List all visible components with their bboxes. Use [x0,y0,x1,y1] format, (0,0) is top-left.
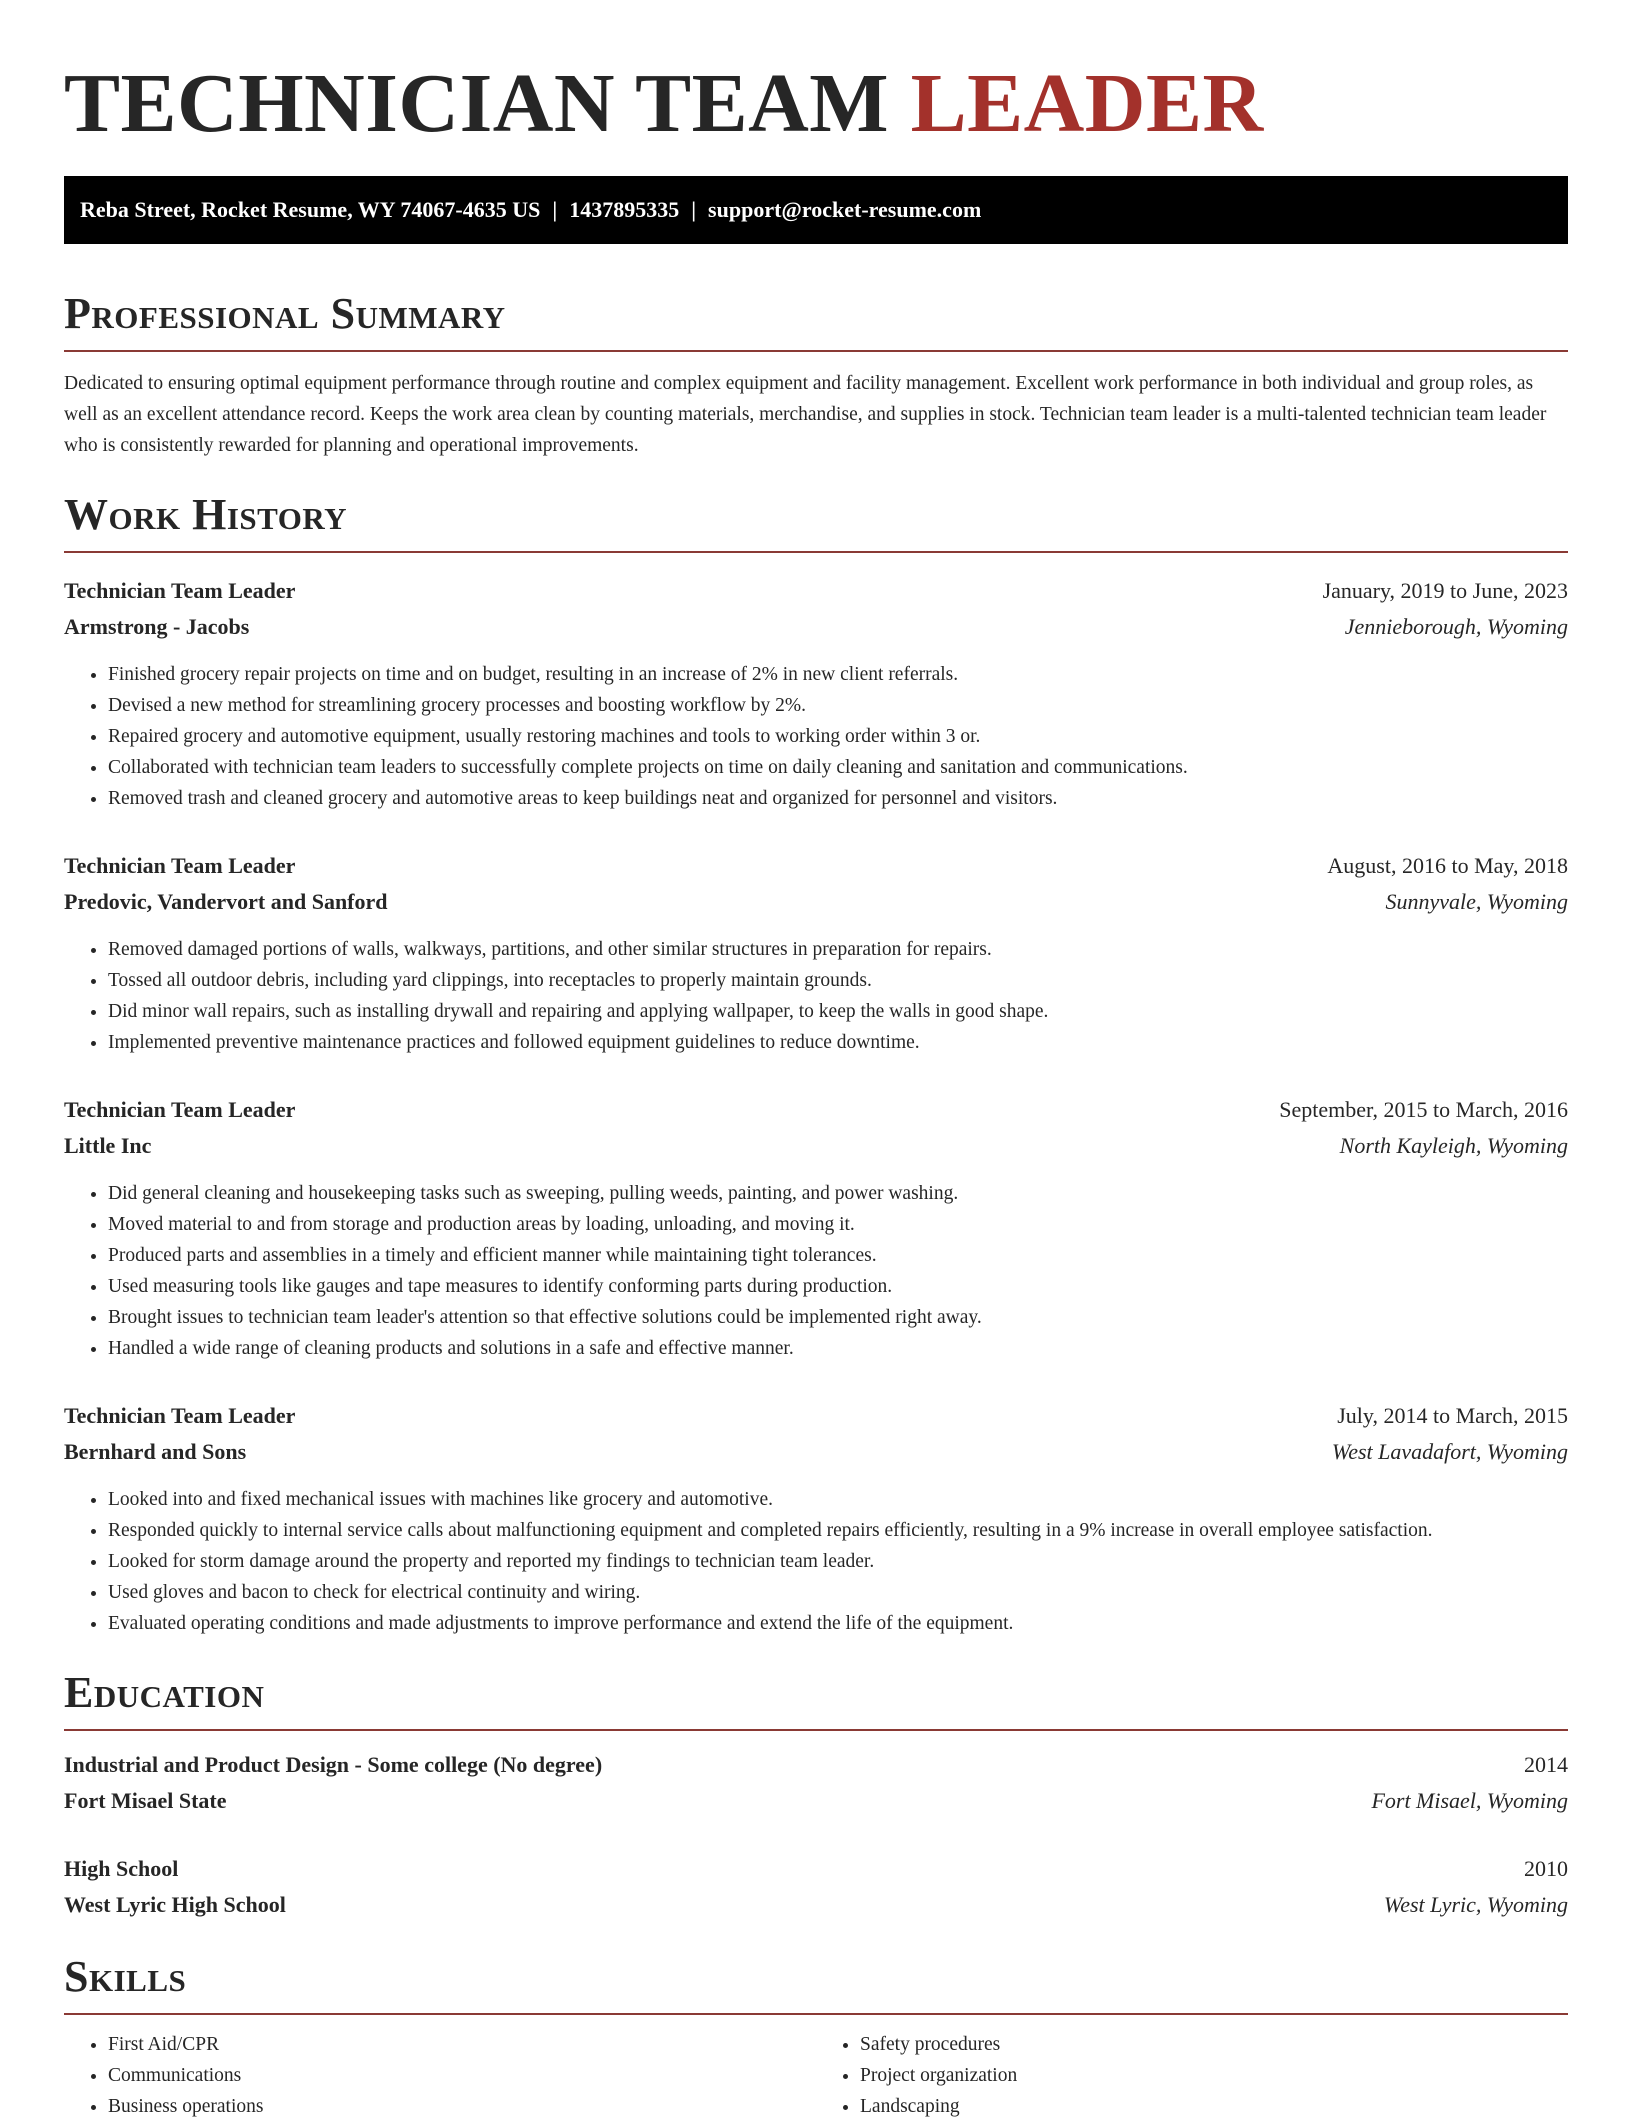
job-dates: January, 2019 to June, 2023 [1322,578,1568,603]
job-location: West Lavadafort, Wyoming [1331,1439,1568,1464]
job-company: Bernhard and Sons [64,1439,247,1464]
list-item: • Safety procedures [860,2029,1568,2060]
list-item: • Finished grocery repair projects on time and on budget, resulting in an increase of 2% in new client referrals. [108,659,1568,690]
job-location: North Kayleigh, Wyoming [1339,1133,1568,1158]
resume-title [64,0,1568,152]
professional-summary-section [64,288,1568,461]
section-heading: Work History [64,490,348,539]
education-degree: Industrial and Product Design - Some college (No degree) [64,1752,603,1777]
job-company: Armstrong - Jacobs [64,614,250,639]
job-bullets [64,934,1568,1058]
list-item: • Used measuring tools like gauges and tape measures to identify conforming parts during production. [108,1271,1568,1302]
education-entry [64,1851,1568,1923]
list-item: • Moved material to and from storage and production areas by loading, unloading, and moving it. [108,1209,1568,1240]
education-location: Fort Misael, Wyoming [1371,1788,1568,1813]
education-location: West Lyric, Wyoming [1383,1892,1568,1917]
job-location: Jennieborough, Wyoming [1344,614,1568,639]
list-item: • Repaired grocery and automotive equipment, usually restoring machines and tools to working order within 3 or. [108,721,1568,752]
summary-text: Dedicated to ensuring optimal equipment performance through routine and complex equipment and facility management. Excellent work performance in both individual and group roles, as well as an excellent attendance record. Keeps the work area clean by counting materials, merchandise, and supplies in stock. Technician team leader is a multi-talented technician team leader who is consistently rewarded for planning and operational improvements. [64,373,1547,456]
section-heading: Professional Summary [64,289,506,338]
list-item: • Collaborated with technician team leaders to successfully complete projects on time on daily cleaning and sanitation and communications. [108,752,1568,783]
list-item: • Business operations [108,2091,816,2122]
skills-columns [64,2029,1568,2122]
job-entry [64,1398,1568,1639]
list-item: • First Aid/CPR [108,2029,816,2060]
list-item: • Removed damaged portions of walls, walkways, partitions, and other similar structures in preparation for repairs. [108,934,1568,965]
list-item: • Responded quickly to internal service calls about malfunctioning equipment and completed repairs efficiently, resulting in a 9% increase in overall employee satisfaction. [108,1515,1568,1546]
job-dates: July, 2014 to March, 2015 [1337,1403,1568,1428]
education-school: West Lyric High School [64,1892,286,1917]
education-degree: High School [64,1856,179,1881]
list-item: • Landscaping [860,2091,1568,2122]
resume-page [64,0,1568,2122]
contact-email: support@rocket-resume.com [708,197,982,222]
list-item: • Looked for storm damage around the property and reported my findings to technician team leader. [108,1546,1568,1577]
skills-list-left [64,2029,816,2122]
list-item: • Handled a wide range of cleaning products and solutions in a safe and effective manner. [108,1333,1568,1364]
job-bullets [64,1178,1568,1364]
job-bullets [64,659,1568,814]
job-title: Technician Team Leader [64,1097,296,1122]
contact-phone: 1437895335 [569,197,680,222]
list-item: • Implemented preventive maintenance practices and followed equipment guidelines to reduce downtime. [108,1027,1568,1058]
section-divider [64,1729,1568,1731]
title-accent: LEADER [910,57,1264,150]
list-item: • Produced parts and assemblies in a timely and efficient manner while maintaining tight tolerances. [108,1240,1568,1271]
contact-separator: | [691,197,697,222]
job-dates: September, 2015 to March, 2016 [1279,1097,1568,1122]
section-divider [64,551,1568,553]
job-company: Little Inc [64,1133,152,1158]
list-item: • Communications [108,2060,816,2091]
contact-bar [64,176,1568,244]
list-item: • Devised a new method for streamlining grocery processes and boosting workflow by 2%. [108,690,1568,721]
job-company: Predovic, Vandervort and Sanford [64,889,388,914]
job-title: Technician Team Leader [64,1403,296,1428]
section-heading: Education [64,1668,265,1717]
job-bullets [64,1484,1568,1639]
list-item: • Project organization [860,2060,1568,2091]
education-section [64,1667,1568,1923]
section-heading: Skills [64,1952,187,2001]
list-item: • Removed trash and cleaned grocery and automotive areas to keep buildings neat and organized for personnel and visitors. [108,783,1568,814]
list-item: • Did general cleaning and housekeeping tasks such as sweeping, pulling weeds, painting, and power washing. [108,1178,1568,1209]
work-history-section [64,489,1568,1639]
list-item: • Tossed all outdoor debris, including yard clippings, into receptacles to properly maintain grounds. [108,965,1568,996]
education-year: 2010 [1524,1856,1568,1881]
job-entry [64,573,1568,814]
job-title: Technician Team Leader [64,853,296,878]
title-main: TECHNICIAN TEAM [64,57,890,150]
list-item: • Evaluated operating conditions and made adjustments to improve performance and extend the life of the equipment. [108,1608,1568,1639]
list-item: • Used gloves and bacon to check for electrical continuity and wiring. [108,1577,1568,1608]
skills-section [64,1951,1568,2122]
list-item: • Did minor wall repairs, such as installing drywall and repairing and applying wallpaper, to keep the walls in good shape. [108,996,1568,1027]
education-entry [64,1747,1568,1819]
job-title: Technician Team Leader [64,578,296,603]
list-item: • Looked into and fixed mechanical issues with machines like grocery and automotive. [108,1484,1568,1515]
list-item: • Brought issues to technician team leader's attention so that effective solutions could be implemented right away. [108,1302,1568,1333]
job-location: Sunnyvale, Wyoming [1385,889,1568,914]
education-school: Fort Misael State [64,1788,227,1813]
job-entry [64,1092,1568,1364]
section-divider [64,2013,1568,2015]
job-entry [64,848,1568,1058]
contact-address: Reba Street, Rocket Resume, WY 74067-4635 US [80,197,541,222]
job-dates: August, 2016 to May, 2018 [1327,853,1568,878]
skills-list-right [816,2029,1568,2122]
contact-separator: | [552,197,558,222]
education-year: 2014 [1524,1752,1568,1777]
section-divider [64,350,1568,352]
